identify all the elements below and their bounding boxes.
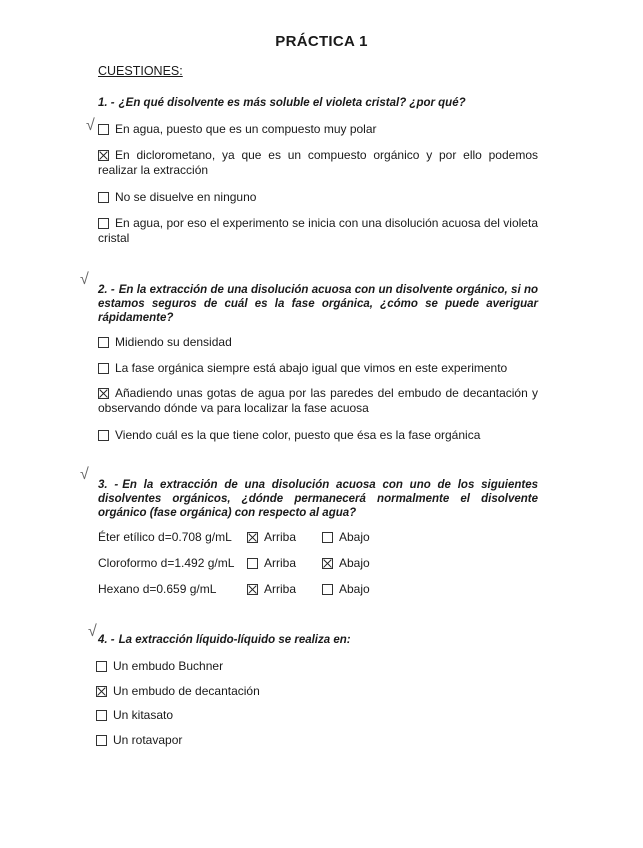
question-2-text: En la extracción de una disolución acuosa con un disolvente orgánico, si no estamos seguros de cuál es la fase orgánica, ¿cómo se puede averiguar rápidamente? xyxy=(98,284,538,324)
checkbox-icon[interactable] xyxy=(96,710,107,721)
handwritten-check-mark-icon: √ xyxy=(86,117,95,134)
checkbox-icon[interactable] xyxy=(247,558,258,569)
q3-row-1-label: Éter etílico d=0.708 g/mL xyxy=(98,530,232,544)
q2-option-2-label: La fase orgánica siempre está abajo igual que vimos en este experimento xyxy=(115,361,508,375)
handwritten-check-mark-icon: √ xyxy=(80,466,89,483)
q3-row-2-down[interactable] xyxy=(322,556,370,570)
question-4-number: 4. - xyxy=(98,634,115,646)
q1-option-4-label: En agua, por eso el experimento se inicia con una disolución acuosa del violeta cristal xyxy=(98,216,538,245)
checkbox-icon[interactable] xyxy=(98,192,109,203)
checkbox-icon[interactable] xyxy=(322,584,333,595)
question-4-text: La extracción líquido-líquido se realiza en: xyxy=(118,634,351,646)
checkbox-icon[interactable] xyxy=(98,430,109,441)
checked-checkbox-icon[interactable] xyxy=(247,584,258,595)
question-2 xyxy=(98,283,538,325)
q3-down-label: Abajo xyxy=(339,582,370,596)
q2-option-4[interactable] xyxy=(98,428,538,443)
q3-down-label: Abajo xyxy=(339,530,370,544)
checkbox-icon[interactable] xyxy=(96,661,107,672)
q3-row-3-up[interactable] xyxy=(247,582,296,596)
q4-option-3[interactable] xyxy=(96,708,536,723)
q3-row-1-down[interactable] xyxy=(322,530,370,544)
q2-option-1-label: Midiendo su densidad xyxy=(115,335,232,349)
checkbox-icon[interactable] xyxy=(98,363,109,374)
question-3-text: En la extracción de una disolución acuosa con uno de los siguientes disolventes orgánicos, ¿dónde permanecerá normalmente el disolvente orgánico (fase orgánica) con respecto al agua? xyxy=(98,479,538,519)
q1-option-1[interactable] xyxy=(98,122,538,137)
q2-option-4-label: Viendo cuál es la que tiene color, puesto que ésa es la fase orgánica xyxy=(115,428,481,442)
q3-row-3-down[interactable] xyxy=(322,582,370,596)
page-title: PRÁCTICA 1 xyxy=(275,33,368,50)
q3-row-2-up[interactable] xyxy=(247,556,296,570)
handwritten-check-mark-icon: √ xyxy=(88,623,97,640)
question-4 xyxy=(98,633,538,647)
checked-checkbox-icon[interactable] xyxy=(98,150,109,161)
checked-checkbox-icon[interactable] xyxy=(96,686,107,697)
q4-option-4-label: Un rotavapor xyxy=(113,733,183,747)
q2-option-2[interactable] xyxy=(98,361,538,376)
q3-down-label: Abajo xyxy=(339,556,370,570)
section-heading: CUESTIONES: xyxy=(98,64,183,78)
checkbox-icon[interactable] xyxy=(96,735,107,746)
question-1-number: 1. - xyxy=(98,97,115,109)
q4-option-3-label: Un kitasato xyxy=(113,708,174,722)
q2-option-3[interactable] xyxy=(98,386,538,416)
q2-option-3-label: Añadiendo unas gotas de agua por las paredes del embudo de decantación y observando dónde va para localizar la fase acuosa xyxy=(98,386,538,415)
q4-option-4[interactable] xyxy=(96,733,536,748)
q3-up-label: Arriba xyxy=(264,556,297,570)
checkbox-icon[interactable] xyxy=(98,218,109,229)
q4-option-2-label: Un embudo de decantación xyxy=(113,684,260,698)
q4-option-1[interactable] xyxy=(96,659,536,674)
q3-row-2-label: Cloroformo d=1.492 g/mL xyxy=(98,556,235,570)
checkbox-icon[interactable] xyxy=(322,532,333,543)
question-3-number: 3. - xyxy=(98,479,119,491)
checked-checkbox-icon[interactable] xyxy=(98,388,109,399)
q4-option-1-label: Un embudo Buchner xyxy=(113,659,224,673)
q1-option-2-label: En diclorometano, ya que es un compuesto orgánico y por ello podemos realizar la extracción xyxy=(98,148,538,177)
q3-row-1-up[interactable] xyxy=(247,530,296,544)
q1-option-4[interactable] xyxy=(98,216,538,246)
q3-up-label: Arriba xyxy=(264,530,297,544)
question-2-number: 2. - xyxy=(98,284,115,296)
q1-option-2[interactable] xyxy=(98,148,538,178)
q4-option-2[interactable] xyxy=(96,684,536,699)
q1-option-3-label: No se disuelve en ninguno xyxy=(115,190,257,204)
question-1-text: ¿En qué disolvente es más soluble el violeta cristal? ¿por qué? xyxy=(118,97,466,109)
question-1 xyxy=(98,96,538,110)
checkbox-icon[interactable] xyxy=(98,337,109,348)
q2-option-1[interactable] xyxy=(98,335,538,350)
question-3 xyxy=(98,478,538,520)
q3-row-3-label: Hexano d=0.659 g/mL xyxy=(98,582,217,596)
checked-checkbox-icon[interactable] xyxy=(322,558,333,569)
q3-up-label: Arriba xyxy=(264,582,297,596)
checkbox-icon[interactable] xyxy=(98,124,109,135)
checked-checkbox-icon[interactable] xyxy=(247,532,258,543)
handwritten-check-mark-icon: √ xyxy=(80,271,89,288)
q1-option-3[interactable] xyxy=(98,190,538,205)
q1-option-1-label: En agua, puesto que es un compuesto muy polar xyxy=(115,122,377,136)
